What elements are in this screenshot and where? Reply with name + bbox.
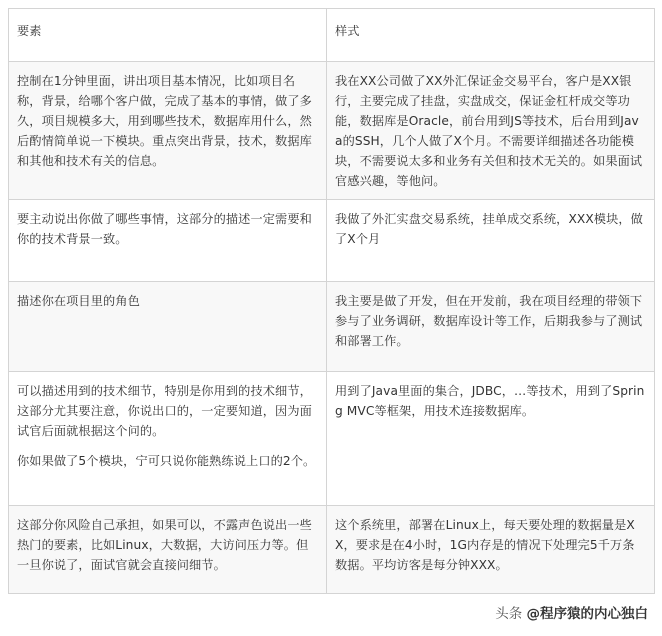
element-cell bbox=[9, 282, 327, 372]
style-cell: 我在XX公司做了XX外汇保证金交易平台，客户是XX银行，主要完成了挂盘，实盘成交，保证金杠杆成交等功能，数据库是Oracle，前台用到JS等技术，后台用到Java的SSH，几个人做了X个月。不需要详细描述各功能模块，不需要说太多和业务有关但和技术无关的。如果面试官感兴趣，等他问。 bbox=[327, 62, 655, 200]
resume-project-table bbox=[8, 8, 655, 594]
style-cell: 这个系统里，部署在Linux上，每天要处理的数据量是XX，要求是在4小时，1G内存是的情况下处理完5千万条数据。平均访客是每分钟XXX。 bbox=[327, 506, 655, 594]
watermark-prefix: 头条 bbox=[495, 606, 523, 622]
table-row bbox=[9, 506, 655, 594]
element-text: 要主动说出你做了哪些事情，这部分的描述一定需要和你的技术背景一致。 bbox=[17, 212, 312, 246]
element-cell bbox=[9, 372, 327, 506]
watermark bbox=[495, 602, 648, 622]
element-text: 可以描述用到的技术细节，特别是你用到的技术细节，这部分尤其要注意，你说出口的，一定要知道，因为面试官后面就根据这个问的。 bbox=[17, 384, 312, 438]
element-cell bbox=[9, 200, 327, 282]
style-cell: 我主要是做了开发，但在开发前，我在项目经理的带领下参与了业务调研，数据库设计等工作，后期我参与了测试和部署工作。 bbox=[327, 282, 655, 372]
table-header-row bbox=[9, 9, 655, 62]
style-cell: 我做了外汇实盘交易系统，挂单成交系统，XXX模块，做了X个月 bbox=[327, 200, 655, 282]
element-text: 你如果做了5个模块，宁可只说你能熟练说上口的2个。 bbox=[17, 454, 316, 468]
style-cell: 用到了Java里面的集合，JDBC，…等技术，用到了Spring MVC等框架，用技术连接数据库。 bbox=[327, 372, 655, 506]
header-style: 样式 bbox=[327, 9, 655, 62]
header-element: 要素 bbox=[9, 9, 327, 62]
table-row bbox=[9, 372, 655, 506]
table-row bbox=[9, 62, 655, 200]
element-text: 这部分你风险自己承担，如果可以，不露声色说出一些热门的要素，比如Linux，大数据，大访问压力等。但一旦你说了，面试官就会直接问细节。 bbox=[17, 518, 312, 572]
element-text: 控制在1分钟里面，讲出项目基本情况，比如项目名称，背景，给哪个客户做，完成了基本的事情，做了多久，项目规模多大，用到哪些技术，数据库用什么，然后酌情简单说一下模块。重点突出背景，技术，数据库和其他和技术有关的信息。 bbox=[17, 74, 312, 168]
element-cell bbox=[9, 506, 327, 594]
table-row bbox=[9, 282, 655, 372]
table-row bbox=[9, 200, 655, 282]
watermark-brand: @程序猿的内心独白 bbox=[526, 606, 648, 622]
element-cell bbox=[9, 62, 327, 200]
element-text: 描述你在项目里的角色 bbox=[17, 294, 140, 308]
